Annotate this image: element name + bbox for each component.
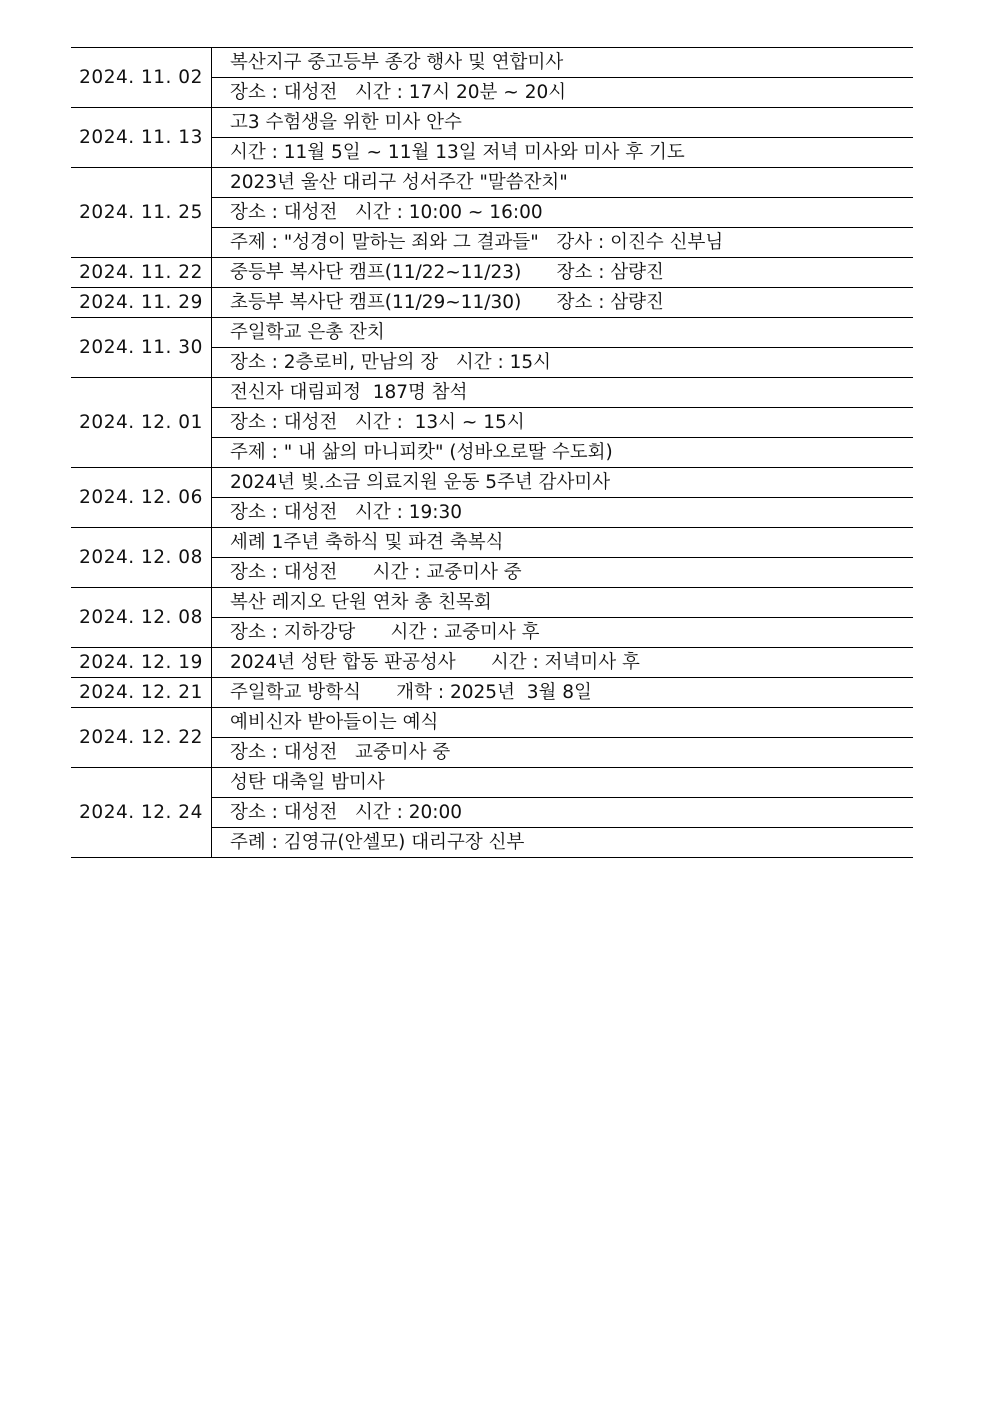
event-date: 2024. 12. 21	[71, 678, 212, 708]
event-date: 2024. 12. 08	[71, 588, 212, 648]
event-detail-line: 복산 레지오 단원 연차 총 친목회	[212, 588, 914, 618]
event-detail-line: 성탄 대축일 밤미사	[212, 768, 914, 798]
schedule-row	[71, 468, 913, 498]
event-date: 2024. 11. 02	[71, 48, 212, 108]
event-detail-line: 장소 : 대성전 시간 : 교중미사 중	[212, 558, 914, 588]
event-date: 2024. 11. 29	[71, 288, 212, 318]
schedule-row	[71, 588, 913, 618]
schedule-row	[71, 48, 913, 78]
schedule-row	[71, 678, 913, 708]
event-detail-line: 초등부 복사단 캠프(11/29~11/30) 장소 : 삼량진	[212, 288, 914, 318]
event-detail-line: 2024년 빛.소금 의료지원 운동 5주년 감사미사	[212, 468, 914, 498]
event-date: 2024. 12. 24	[71, 768, 212, 858]
event-detail-line: 복산지구 중고등부 종강 행사 및 연합미사	[212, 48, 914, 78]
event-date: 2024. 12. 08	[71, 528, 212, 588]
schedule-row	[71, 318, 913, 348]
event-detail-line: 고3 수험생을 위한 미사 안수	[212, 108, 914, 138]
event-detail-line: 시간 : 11월 5일 ~ 11월 13일 저녁 미사와 미사 후 기도	[212, 138, 914, 168]
event-detail-line: 장소 : 지하강당 시간 : 교중미사 후	[212, 618, 914, 648]
event-detail-line: 주제 : " 내 삶의 마니피캇" (성바오로딸 수도회)	[212, 438, 914, 468]
schedule-body	[71, 48, 913, 858]
event-detail-line: 장소 : 대성전 시간 : 17시 20분 ~ 20시	[212, 78, 914, 108]
event-detail-line: 장소 : 대성전 시간 : 10:00 ~ 16:00	[212, 198, 914, 228]
event-date: 2024. 11. 25	[71, 168, 212, 258]
event-date: 2024. 12. 22	[71, 708, 212, 768]
event-date: 2024. 12. 06	[71, 468, 212, 528]
event-date: 2024. 11. 13	[71, 108, 212, 168]
schedule-row	[71, 168, 913, 198]
event-date: 2024. 12. 01	[71, 378, 212, 468]
schedule-row	[71, 288, 913, 318]
schedule-row	[71, 648, 913, 678]
event-date: 2024. 12. 19	[71, 648, 212, 678]
event-detail-line: 2023년 울산 대리구 성서주간 "말씀잔치"	[212, 168, 914, 198]
schedule-row	[71, 708, 913, 738]
event-detail-line: 예비신자 받아들이는 예식	[212, 708, 914, 738]
event-detail-line: 장소 : 대성전 시간 : 20:00	[212, 798, 914, 828]
event-detail-line: 주일학교 은총 잔치	[212, 318, 914, 348]
event-detail-line: 중등부 복사단 캠프(11/22~11/23) 장소 : 삼량진	[212, 258, 914, 288]
event-date: 2024. 11. 30	[71, 318, 212, 378]
event-detail-line: 주례 : 김영규(안셀모) 대리구장 신부	[212, 828, 914, 858]
schedule-row	[71, 768, 913, 798]
event-schedule-table	[71, 47, 913, 858]
event-detail-line: 2024년 성탄 합동 판공성사 시간 : 저녁미사 후	[212, 648, 914, 678]
event-date: 2024. 11. 22	[71, 258, 212, 288]
schedule-row	[71, 378, 913, 408]
event-detail-line: 주일학교 방학식 개학 : 2025년 3월 8일	[212, 678, 914, 708]
event-detail-line: 장소 : 2층로비, 만남의 장 시간 : 15시	[212, 348, 914, 378]
event-detail-line: 장소 : 대성전 교중미사 중	[212, 738, 914, 768]
schedule-row	[71, 528, 913, 558]
event-detail-line: 장소 : 대성전 시간 : 19:30	[212, 498, 914, 528]
event-detail-line: 장소 : 대성전 시간 : 13시 ~ 15시	[212, 408, 914, 438]
schedule-row	[71, 258, 913, 288]
schedule-row	[71, 108, 913, 138]
event-detail-line: 주제 : "성경이 말하는 죄와 그 결과들" 강사 : 이진수 신부님	[212, 228, 914, 258]
event-detail-line: 세례 1주년 축하식 및 파견 축복식	[212, 528, 914, 558]
event-detail-line: 전신자 대림피정 187명 참석	[212, 378, 914, 408]
